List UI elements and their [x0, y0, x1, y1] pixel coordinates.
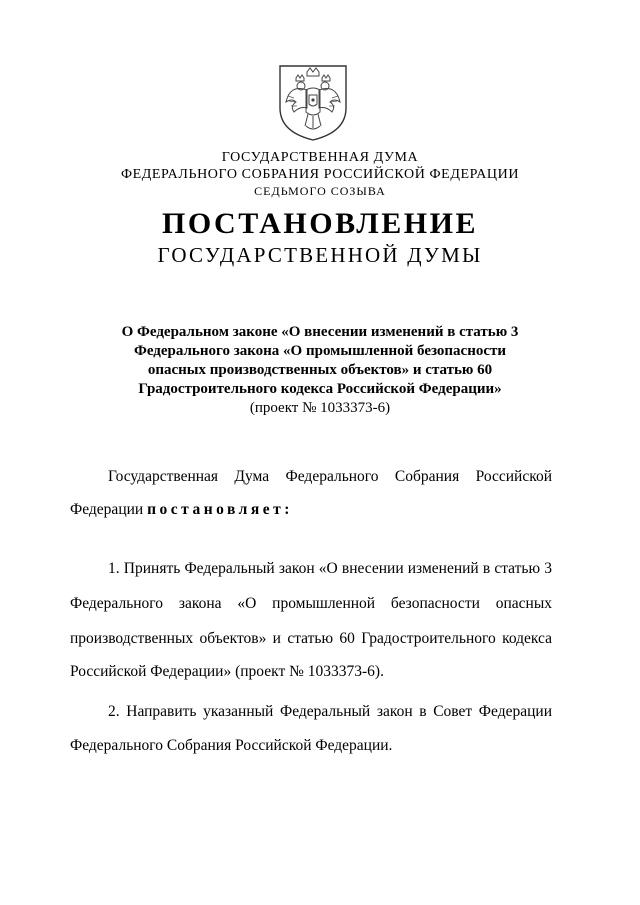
- preamble-line-1: Государственная Дума Федерального Собрания Российской: [108, 468, 552, 485]
- item-1-line-2: Федерального закона «О промышленной безопасности опасных: [70, 595, 552, 612]
- subject-line-3: опасных производственных объектов» и статью 60: [147, 362, 493, 378]
- preamble-line-2: [70, 501, 552, 519]
- decree-word: постановляет:: [147, 501, 293, 518]
- header-line-convocation: СЕДЬМОГО СОЗЫВА: [254, 184, 386, 198]
- item-2-line-1: 2. Направить указанный Федеральный закон в Совет Федерации: [108, 703, 552, 720]
- header-line-federal-assembly: ФЕДЕРАЛЬНОГО СОБРАНИЯ РОССИЙСКОЙ ФЕДЕРАЦИИ: [120, 167, 520, 182]
- document-subtitle: ГОСУДАРСТВЕННОЙ ДУМЫ: [157, 243, 483, 267]
- document-title: ПОСТАНОВЛЕНИЕ: [162, 207, 478, 240]
- preamble-prefix: Федерации: [70, 501, 148, 518]
- subject-line-4: Градостроительного кодекса Российской Федерации»: [138, 381, 502, 397]
- subject-line-1: О Федеральном законе «О внесении изменений в статью 3: [121, 324, 519, 340]
- item-1-line-1: 1. Принять Федеральный закон «О внесении изменений в статью 3: [108, 560, 552, 577]
- coat-of-arms-icon: [276, 62, 350, 142]
- subject-line-2: Федерального закона «О промышленной безопасности: [133, 343, 507, 359]
- item-1-line-3: производственных объектов» и статью 60 Градостроительного кодекса: [70, 630, 552, 647]
- item-1-line-4: Российской Федерации» (проект № 1033373-6).: [70, 663, 384, 680]
- header-line-duma: ГОСУДАРСТВЕННАЯ ДУМА: [221, 150, 419, 165]
- project-number: (проект № 1033373-6): [249, 400, 391, 416]
- item-2-line-2: Федерального Собрания Российской Федерации.: [70, 737, 393, 754]
